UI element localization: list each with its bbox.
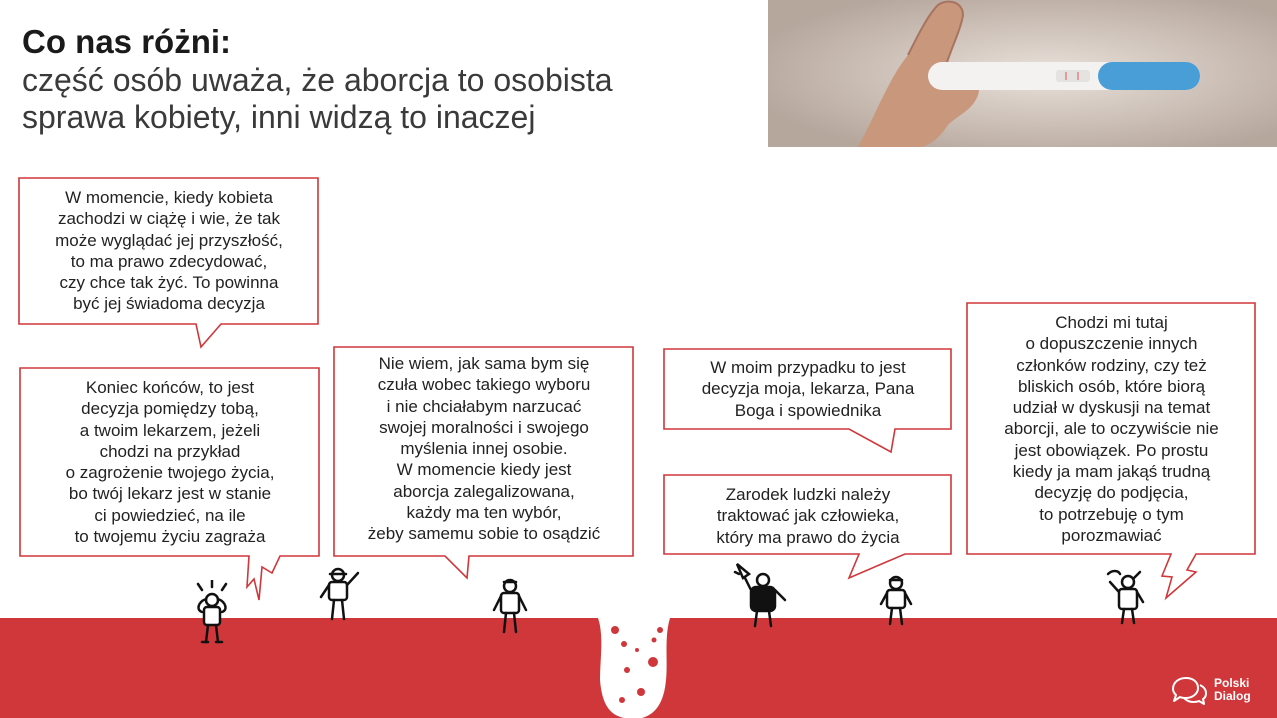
figure-megaphone: [733, 560, 795, 630]
quote-bubble-1: [18, 177, 320, 349]
page-title: Co nas różni:: [22, 23, 232, 60]
quote-text-2: Koniec końców, to jest decyzja pomiędzy tobą, a twoim lekarzem, jeżeli chodzi na przykład o zagrożenie twojego życia, bo twój lekarz jest w stanie ci powiedzieć, na ile to twojemu życiu zagraża: [65, 378, 275, 547]
figure-standing: [488, 576, 534, 636]
page-subtitle: część osób uważa, że aborcja to osobista sprawa kobiety, inni widzą to inaczej: [22, 62, 613, 135]
quote-bubble-3: [333, 346, 635, 580]
figure-thinking: [1100, 568, 1150, 626]
figure-worried: [188, 580, 236, 646]
quote-text-6: Chodzi mi tutaj o dopuszczenie innych członków rodziny, czy też bliskich osób, które biorą udział w dyskusji na temat aborcji, ale to oczywiście nie jest obowiązek. Po prostu kiedy ja mam jakąś trudną decyzję do podjęcia, to potrzebuję o tym porozmawiać: [1004, 313, 1219, 545]
quote-text-5: Zarodek ludzki należy traktować jak człowieka, który ma prawo do życia: [716, 485, 900, 547]
quote-bubble-6: [966, 302, 1257, 604]
logo-text: Polski Dialog: [1214, 676, 1251, 703]
blood-drops: [611, 626, 663, 703]
pregnancy-test-photo: [768, 0, 1277, 147]
quote-text-3: Nie wiem, jak sama bym się czuła wobec takiego wyboru i nie chciałabym narzucać swojej moralności i swojego myślenia innej osobie. W momencie kiedy jest aborcja zalegalizowana, każdy ma ten wybór, żeby samemu sobie to osądzić: [367, 354, 601, 544]
title-block: [22, 22, 742, 136]
polski-dialog-logo[interactable]: [1170, 676, 1270, 710]
chat-bubbles-icon: [1170, 676, 1208, 706]
quote-text-4: W moim przypadku to jest decyzja moja, lekarza, Pana Boga i spowiednika: [701, 358, 915, 420]
quote-bubble-4: [663, 348, 953, 454]
quote-text-1: W momencie, kiedy kobieta zachodzi w ciążę i wie, że tak może wyglądać jej przyszłość, to ma prawo zdecydować, czy chce tak żyć. To powinna być jej świadoma decyzja: [55, 188, 283, 314]
figure-arms-down: [876, 574, 916, 628]
figure-waving: [316, 565, 366, 625]
